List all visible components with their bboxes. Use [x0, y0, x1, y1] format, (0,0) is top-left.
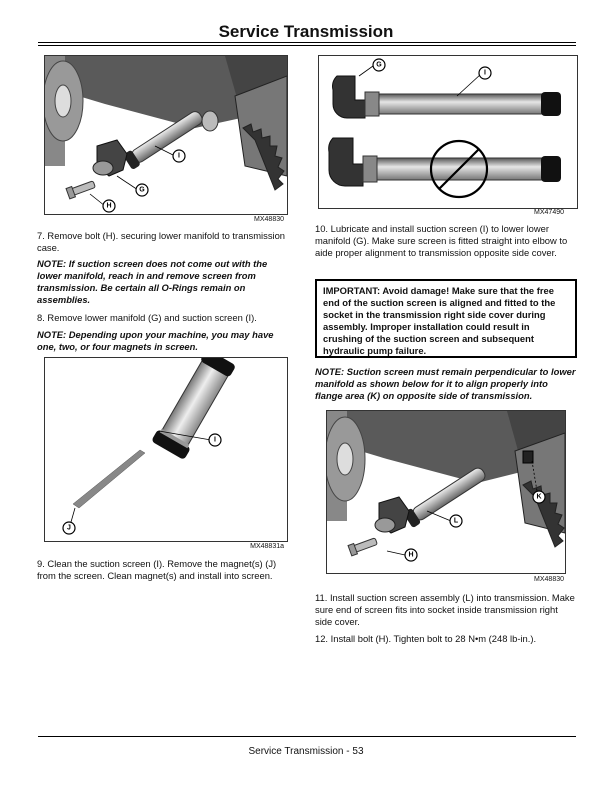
figure-code: MX48831a [250, 543, 284, 550]
step-12: 12. Install bolt (H). Tighten bolt to 28 N•m (248 lb-in.). [315, 633, 537, 644]
screen-installation-illustration [327, 411, 565, 573]
important-warning-text: IMPORTANT: Avoid damage! Make sure that the free end of the suction screen is aligned and fitted to the socket in the transmission right side cover during assembly. Improper installation could result in crushing of the suction screen and subsequent hydraulic pump failure. [323, 285, 556, 356]
callout-i [479, 67, 491, 79]
screen-alignment-illustration [319, 56, 577, 208]
callout-l [450, 515, 462, 527]
page-title: Service Transmission [218, 22, 394, 41]
important-warning-box [315, 279, 577, 358]
figure-screen-magnet [44, 357, 288, 542]
svg-text:I: I [178, 152, 180, 160]
note-suction-screen: NOTE: If suction screen does not come out with the lower manifold, reach in and remove screen from transmission. Be certain all O-Rings remain on assemblies. [37, 258, 268, 305]
header-rule [38, 42, 576, 43]
callout-i [173, 150, 185, 162]
callout-i [209, 434, 221, 446]
figure-code: MX48830 [254, 216, 284, 223]
svg-text:J: J [67, 524, 71, 532]
svg-text:G: G [376, 61, 382, 69]
figure-screen-alignment [318, 55, 578, 209]
page-footer: Service Transmission - 53 [248, 746, 364, 757]
figure-screen-installation [326, 410, 566, 574]
svg-text:I: I [484, 69, 486, 77]
callout-h [405, 549, 417, 561]
figure-code: MX47490 [534, 209, 564, 216]
screen-magnet-illustration [45, 358, 287, 541]
step-10: 10. Lubricate and install suction screen (I) to lower lower manifold (G). Make sure screen is fitted straight into elbow to aide proper alignment to transmission opposite side cover. [315, 223, 568, 258]
step-9: 9. Clean the suction screen (I). Remove the magnet(s) (J) from the screen. Clean magnet(s) and install into screen. [37, 558, 277, 581]
callout-k [533, 491, 545, 503]
svg-text:K: K [536, 493, 542, 501]
note-perpendicular: NOTE: Suction screen must remain perpendicular to lower manifold as shown below for it to align properly into flange area (K) on opposite side of transmission. [315, 366, 576, 401]
svg-text:G: G [139, 186, 145, 194]
svg-text:I: I [214, 436, 216, 444]
manifold-removal-illustration [45, 56, 287, 214]
callout-h [103, 200, 115, 212]
svg-text:H: H [106, 202, 112, 210]
step-8: 8. Remove lower manifold (G) and suction screen (I). [37, 312, 257, 323]
figure-manifold-removal [44, 55, 288, 215]
header-rule-secondary [38, 45, 576, 46]
step-7: 7. Remove bolt (H). securing lower manifold to transmission case. [37, 230, 286, 253]
callout-g [136, 184, 148, 196]
svg-text:H: H [408, 551, 414, 559]
callout-j [63, 522, 75, 534]
note-magnets: NOTE: Depending upon your machine, you may have one, two, or four magnets in screen. [37, 329, 274, 352]
footer-rule [38, 736, 576, 737]
callout-g [373, 59, 385, 71]
figure-code: MX48830 [534, 576, 564, 583]
svg-text:L: L [453, 517, 459, 525]
step-11: 11. Install suction screen assembly (L) into transmission. Make sure end of screen fits into socket inside transmission right side cover. [315, 592, 575, 627]
